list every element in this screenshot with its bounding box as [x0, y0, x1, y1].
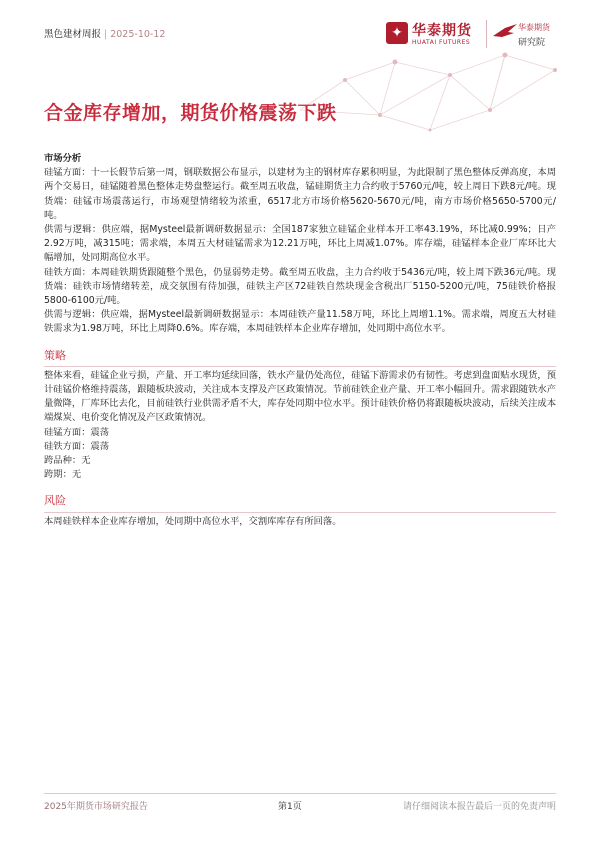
bird-icon [492, 22, 518, 42]
logo-brand-cn: 华泰期货 [412, 23, 472, 39]
footer-report-name: 2025年期货市场研究报告 [44, 802, 148, 812]
strategy-paragraph: 整体来看，硅锰企业亏损，产量、开工率均延续回落，铁水产量仍处高位，硅锰下游需求仍有韧性。考虑到盘面贴水现货，预计硅锰价格维持震荡，跟随板块波动，关注成本支撑及产区政策情况。节前硅铁企业产量、开工率小幅回升。需求跟随铁水产量微降，厂库环比去化，目前硅铁行业供需矛盾不大，库存处同期中位水平。预计硅铁价格仍将跟随板块波动，后续关注成本端煤炭、电价变化情况及产区政策情况。 [44, 369, 556, 424]
strategy-divider [44, 366, 556, 367]
disclaimer-note: 请仔细阅读本报告最后一页的免责声明 [402, 802, 556, 812]
risk-divider [44, 512, 556, 513]
strategy-item: 跨期：无 [44, 469, 82, 481]
report-body [44, 152, 556, 529]
risk-heading: 风险 [44, 494, 66, 508]
logo-institute-line2: 研究院 [518, 38, 546, 48]
header-separator: | [104, 29, 108, 40]
strategy-section-header [44, 349, 556, 367]
strategy-item: 硅铁方面：震荡 [44, 440, 110, 452]
logo-institute-line1: 华泰期货 [518, 23, 550, 32]
analysis-paragraph: 硅铁方面：本周硅铁期货跟随整个黑色，仍显弱势走势。截至周五收盘，主力合约收于5436元/吨，较上周下跌36元/吨。现货端：硅铁市场情绪转差，成交氛围有待加强，硅铁主产区72硅铁自然块现金含税出厂5150-5200元/吨，75硅铁价格报5800-6100元/吨。 [44, 266, 556, 307]
page-title: 合金库存增加，期货价格震荡下跌 [44, 102, 337, 124]
report-header [44, 26, 165, 40]
analysis-paragraph: 硅锰方面：十一长假节后第一周，钢联数据公布显示，以建材为主的钢材库存累积明显，为此限制了黑色整体反弹高度，本周两个交易日，硅锰随着黑色整体走势盘整运行。截至周五收盘，锰硅期货主力合约收于5760元/吨，较上周日下跌8元/吨。现货端：硅锰市场震荡运行，市场观望情绪较为浓重，6517北方市场价格5620-5670元/吨，南方市场价格5650-5700元/吨。 [44, 167, 556, 221]
network-decoration [300, 40, 560, 135]
strategy-item: 硅锰方面：震荡 [44, 426, 110, 438]
strategy-item: 跨品种：无 [44, 455, 91, 467]
risk-paragraph: 本周硅铁样本企业库存增加，处同期中高位水平，交割库库存有所回落。 [44, 515, 342, 527]
report-date: 2025-10-12 [110, 29, 166, 40]
report-name: 黑色建材周报 [44, 29, 102, 40]
logo-mark-icon: ✦ [386, 22, 408, 44]
risk-section-header [44, 494, 556, 512]
strategy-heading: 策略 [44, 348, 66, 362]
market-analysis-heading: 市场分析 [44, 153, 82, 164]
analysis-paragraph: 供需与逻辑：供应端，据Mysteel最新调研数据显示：全国187家独立硅锰企业样本开工率43.19%，环比减0.99%；日产2.92万吨，减315吨；需求端，本周五大材硅锰需求为12.21万吨，环比上周减1.07%。库存端，硅锰样本企业厂库环比大幅增加，处同期高位水平。 [44, 224, 556, 264]
page-number: 第1页 [278, 802, 302, 812]
logo-brand-en: HUATAI FUTURES [412, 39, 471, 46]
analysis-paragraph: 供需与逻辑：供应端，据Mysteel最新调研数据显示：本周硅铁产量11.58万吨，环比上周增1.1%。需求端，周度五大材硅铁需求为1.98万吨，环比上周降0.6%。库存端，本周硅铁样本企业库存增加，处同期中高位水平。 [44, 309, 556, 335]
footer-divider [44, 793, 556, 794]
